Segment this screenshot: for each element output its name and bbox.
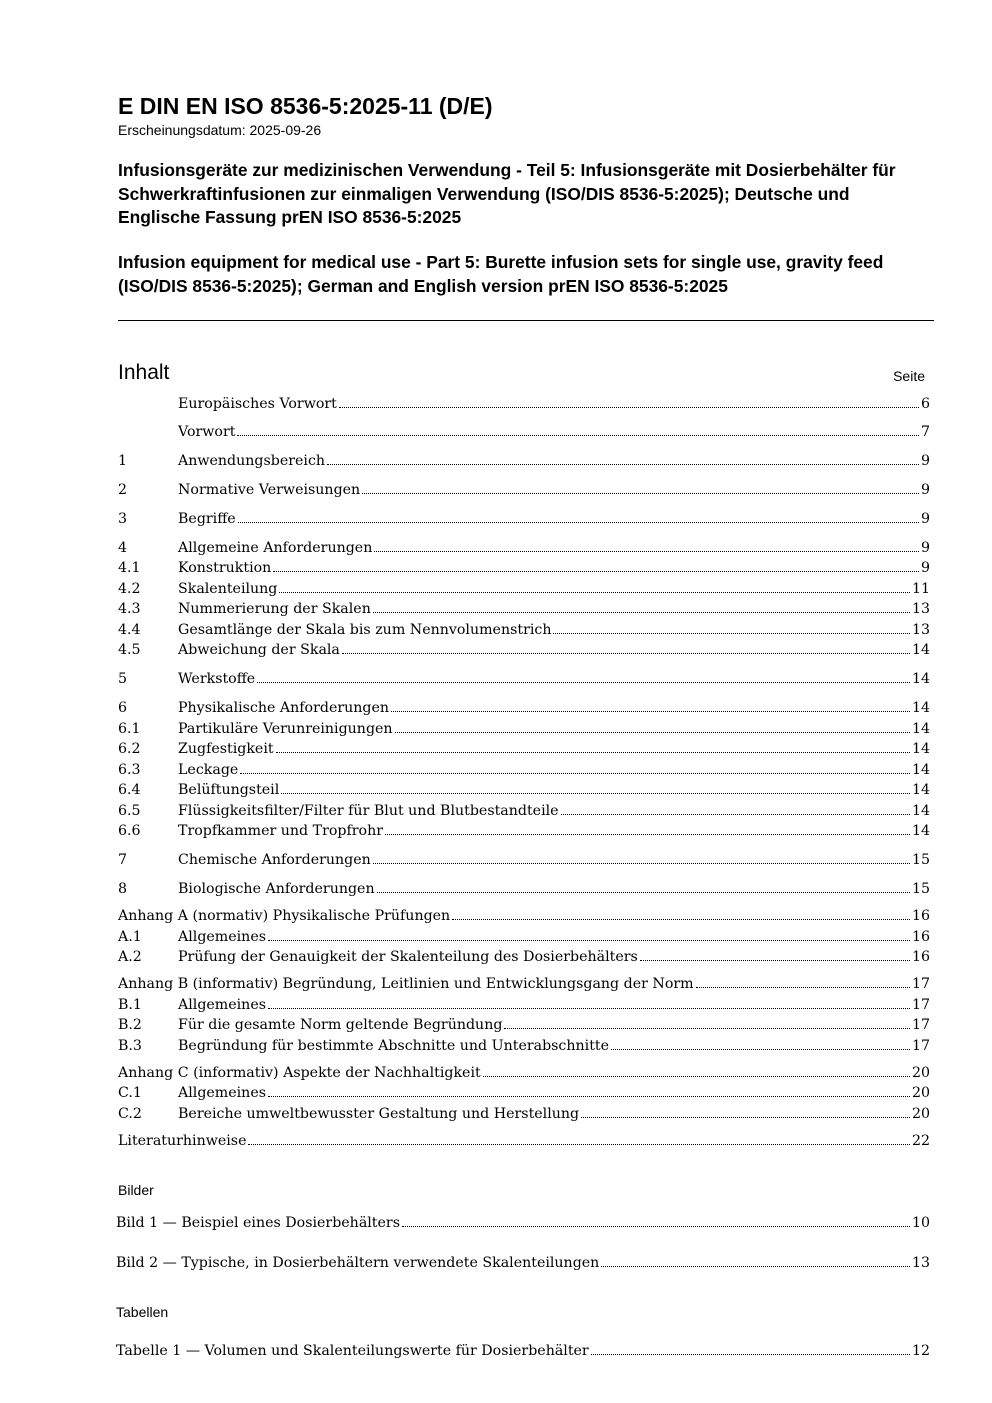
toc-entry-number: 6.1 [118, 721, 141, 737]
toc-entry-number: 1 [118, 453, 128, 469]
dot-leader [385, 833, 910, 835]
toc-entry[interactable] [118, 558, 930, 578]
toc-entry-title: Tropfkammer und Tropfrohr [178, 823, 383, 839]
dot-leader [561, 813, 910, 815]
toc-entry-number: 5 [118, 671, 128, 687]
toc-entry-page: 9 [920, 482, 930, 498]
toc-entry-title: Allgemeines [178, 997, 266, 1013]
toc-entry[interactable] [118, 1104, 930, 1124]
toc-entry-title: Leckage [178, 762, 239, 778]
toc-entry-title: Konstruktion [178, 560, 272, 576]
toc-entry-number: B.2 [118, 1017, 142, 1033]
toc-entry-page: 20 [911, 1065, 930, 1081]
dot-leader [268, 1007, 910, 1009]
toc-entry-page: 20 [911, 1085, 930, 1101]
toc-entry[interactable] [118, 620, 930, 640]
toc-entry-title: Partikuläre Verunreinigungen [178, 721, 393, 737]
toc-entry-page: 16 [911, 949, 930, 965]
toc-entry-title: Gesamtlänge der Skala bis zum Nennvolumenstrich [178, 622, 552, 638]
figure-entry-title: Bild 2 — Typische, in Dosierbehältern verwendete Skalenteilungen [116, 1255, 600, 1271]
toc-entry-title: Literaturhinweise [118, 1133, 247, 1149]
toc-entry[interactable] [118, 719, 930, 739]
dot-leader [281, 792, 910, 794]
toc-entry-title: Anhang B (informativ) Begründung, Leitlinien und Entwicklungsgang der Norm [118, 976, 694, 992]
toc-entry[interactable] [118, 640, 930, 660]
toc-entry-title: Allgemeine Anforderungen [178, 540, 373, 556]
dot-leader [248, 1143, 909, 1145]
toc-entry-number: 8 [118, 881, 128, 897]
dot-leader [339, 406, 919, 408]
figure-entry-page: 13 [911, 1255, 930, 1271]
toc-entry-title: Anhang A (normativ) Physikalische Prüfungen [118, 908, 451, 924]
toc-entry-page: 15 [911, 881, 930, 897]
toc-entry-number: 4 [118, 540, 128, 556]
toc-entry-number: B.1 [118, 997, 142, 1013]
toc-entry-number: 2 [118, 482, 128, 498]
toc-entry-page: 20 [911, 1106, 930, 1122]
toc-entry-number: C.1 [118, 1085, 142, 1101]
toc-entry-page: 9 [920, 511, 930, 527]
table-entry[interactable] [116, 1341, 930, 1361]
title-english: Infusion equipment for medical use - Part 5: Burette infusion sets for single use, gravity feed (ISO/DIS 8536-5:2025); German and English version prEN ISO 8536-5:2025 [118, 252, 884, 296]
dot-leader [591, 1353, 910, 1355]
toc-entry-number: 6.2 [118, 741, 141, 757]
toc-entry-title: Vorwort [178, 424, 236, 440]
toc-entry-title: Abweichung der Skala [178, 642, 340, 658]
toc-entry-page: 14 [911, 741, 930, 757]
table-entry-page: 12 [911, 1343, 930, 1359]
toc-entry-title: Flüssigkeitsfilter/Filter für Blut und Blutbestandteile [178, 803, 559, 819]
tables-heading: Tabellen [116, 1304, 169, 1320]
header-divider [118, 320, 934, 321]
dot-leader [640, 959, 910, 961]
toc-entry[interactable] [118, 801, 930, 821]
figure-entry[interactable] [116, 1213, 930, 1233]
dot-leader [601, 1265, 910, 1267]
toc-entry-number: 3 [118, 511, 128, 527]
title-german: Infusionsgeräte zur medizinischen Verwendung - Teil 5: Infusionsgeräte mit Dosierbehälter für Schwerkraftinfusionen zur einmaligen Verwendung (ISO/DIS 8536-5:2025); Deutsche und Englische Fassung prEN ISO 8536-5:2025 [118, 160, 896, 227]
toc-entry-title: Chemische Anforderungen [178, 852, 371, 868]
toc-entry-number: 6.4 [118, 782, 141, 798]
toc-entry[interactable] [118, 1036, 930, 1056]
toc-entry-title: Anhang C (informativ) Aspekte der Nachhaltigkeit [118, 1065, 481, 1081]
toc-entry-page: 14 [911, 803, 930, 819]
dot-leader [237, 434, 919, 436]
toc-entry-title: Belüftungsteil [178, 782, 280, 798]
dot-leader [483, 1075, 910, 1077]
dot-leader [452, 918, 910, 920]
toc-entry[interactable] [118, 906, 930, 926]
toc-entry-number: 6.6 [118, 823, 141, 839]
dot-leader [553, 632, 909, 634]
toc-entry-page: 13 [911, 601, 930, 617]
toc-entry-number: 4.2 [118, 581, 141, 597]
dot-leader [279, 591, 910, 593]
toc-entry-page: 14 [911, 700, 930, 716]
toc-entry-page: 17 [911, 1017, 930, 1033]
toc-entry-number: 4.4 [118, 622, 141, 638]
dot-leader [391, 710, 910, 712]
toc-entry[interactable] [118, 1063, 930, 1083]
toc-entry-number: B.3 [118, 1038, 142, 1054]
toc-entry-page: 14 [911, 671, 930, 687]
toc-entry-number: 4.3 [118, 601, 141, 617]
dot-leader [373, 862, 910, 864]
toc-entry[interactable] [118, 669, 930, 689]
toc-entry-page: 14 [911, 762, 930, 778]
toc-entry[interactable] [118, 780, 930, 800]
dot-leader [377, 891, 910, 893]
publication-date: Erscheinungsdatum: 2025-09-26 [118, 122, 322, 138]
toc-entry[interactable] [118, 509, 930, 529]
toc-entry-page: 17 [911, 976, 930, 992]
toc-entry[interactable] [118, 1131, 930, 1151]
toc-entry-page: 14 [911, 642, 930, 658]
dot-leader [504, 1027, 910, 1029]
figure-entry-title: Bild 1 — Beispiel eines Dosierbehälters [116, 1215, 400, 1231]
toc-heading: Inhalt [118, 361, 170, 384]
toc-entry-title: Werkstoffe [178, 671, 256, 687]
dot-leader [342, 652, 910, 654]
toc-entry[interactable] [118, 974, 930, 994]
dot-leader [402, 1225, 910, 1227]
toc-entry-title: Physikalische Anforderungen [178, 700, 390, 716]
toc-entry-title: Biologische Anforderungen [178, 881, 375, 897]
dot-leader [362, 492, 919, 494]
toc-entry[interactable] [118, 538, 930, 558]
toc-entry[interactable] [118, 698, 930, 718]
toc-entry-title: Allgemeines [178, 1085, 266, 1101]
toc-entry-page: 9 [920, 453, 930, 469]
toc-entry-number: 4.1 [118, 560, 141, 576]
toc-entry[interactable] [118, 1015, 930, 1035]
toc-entry[interactable] [118, 579, 930, 599]
toc-entry[interactable] [118, 879, 930, 899]
toc-entry-title: Anwendungsbereich [178, 453, 326, 469]
toc-entry-number: 4.5 [118, 642, 141, 658]
toc-entry-number: 7 [118, 852, 128, 868]
toc-entry[interactable] [118, 599, 930, 619]
toc-entry-title: Nummerierung der Skalen [178, 601, 371, 617]
toc-entry-page: 9 [920, 540, 930, 556]
toc-entry-page: 11 [911, 581, 930, 597]
toc-entry-title: Prüfung der Genauigkeit der Skalenteilung des Dosierbehälters [178, 949, 638, 965]
toc-entry[interactable] [118, 760, 930, 780]
toc-entry-number: C.2 [118, 1106, 142, 1122]
toc-entry-title: Begriffe [178, 511, 236, 527]
toc-page-label: Seite [893, 368, 925, 384]
toc-entry[interactable] [118, 821, 930, 841]
dot-leader [327, 463, 919, 465]
toc-entry-title: Bereiche umweltbewusster Gestaltung und Herstellung [178, 1106, 580, 1122]
dot-leader [268, 939, 910, 941]
toc-entry-page: 14 [911, 782, 930, 798]
toc-entry-page: 7 [920, 424, 930, 440]
dot-leader [395, 731, 910, 733]
toc-entry-page: 13 [911, 622, 930, 638]
toc-entry-number: 6 [118, 700, 128, 716]
toc-entry[interactable] [118, 1083, 930, 1103]
toc-entry-number: 6.3 [118, 762, 141, 778]
toc-entry[interactable] [118, 927, 930, 947]
dot-leader [273, 570, 919, 572]
toc-entry-page: 14 [911, 721, 930, 737]
toc-entry[interactable] [118, 739, 930, 759]
toc-entry-page: 15 [911, 852, 930, 868]
toc-entry[interactable] [118, 451, 930, 471]
toc-entry-title: Normative Verweisungen [178, 482, 361, 498]
toc-entry-page: 6 [920, 396, 930, 412]
toc-entry-page: 22 [911, 1133, 930, 1149]
dot-leader [374, 550, 919, 552]
toc-entry-page: 17 [911, 1038, 930, 1054]
dot-leader [696, 986, 910, 988]
dot-leader [257, 681, 910, 683]
toc-entry-page: 16 [911, 908, 930, 924]
toc-entry-title: Für die gesamte Norm geltende Begründung [178, 1017, 503, 1033]
figure-entry[interactable] [116, 1253, 930, 1273]
figures-heading: Bilder [118, 1182, 154, 1198]
toc-entry-title: Begründung für bestimmte Abschnitte und Unterabschnitte [178, 1038, 609, 1054]
dot-leader [276, 751, 910, 753]
toc-entry[interactable] [118, 850, 930, 870]
toc-entry-page: 17 [911, 997, 930, 1013]
document-id: E DIN EN ISO 8536-5:2025-11 (D/E) [118, 93, 493, 119]
toc-entry-page: 9 [920, 560, 930, 576]
toc-entry-title: Allgemeines [178, 929, 266, 945]
toc-entry-title: Europäisches Vorwort [178, 396, 337, 412]
toc-entry[interactable] [118, 995, 930, 1015]
toc-entry[interactable] [118, 394, 930, 414]
toc-entry-page: 16 [911, 929, 930, 945]
dot-leader [240, 772, 910, 774]
toc-entry-title: Zugfestigkeit [178, 741, 274, 757]
dot-leader [268, 1095, 910, 1097]
toc-entry-number: 6.5 [118, 803, 141, 819]
toc-entry-page: 14 [911, 823, 930, 839]
figure-entry-page: 10 [911, 1215, 930, 1231]
toc-entry-title: Skalenteilung [178, 581, 278, 597]
toc-entry[interactable] [118, 947, 930, 967]
dot-leader [373, 611, 910, 613]
dot-leader [611, 1048, 910, 1050]
toc-entry-number: A.1 [118, 929, 142, 945]
toc-entry-number: A.2 [118, 949, 142, 965]
dot-leader [238, 521, 919, 523]
dot-leader [581, 1116, 910, 1118]
table-entry-title: Tabelle 1 — Volumen und Skalenteilungswerte für Dosierbehälter [116, 1343, 589, 1359]
toc-entry[interactable] [118, 422, 930, 442]
toc-entry[interactable] [118, 480, 930, 500]
